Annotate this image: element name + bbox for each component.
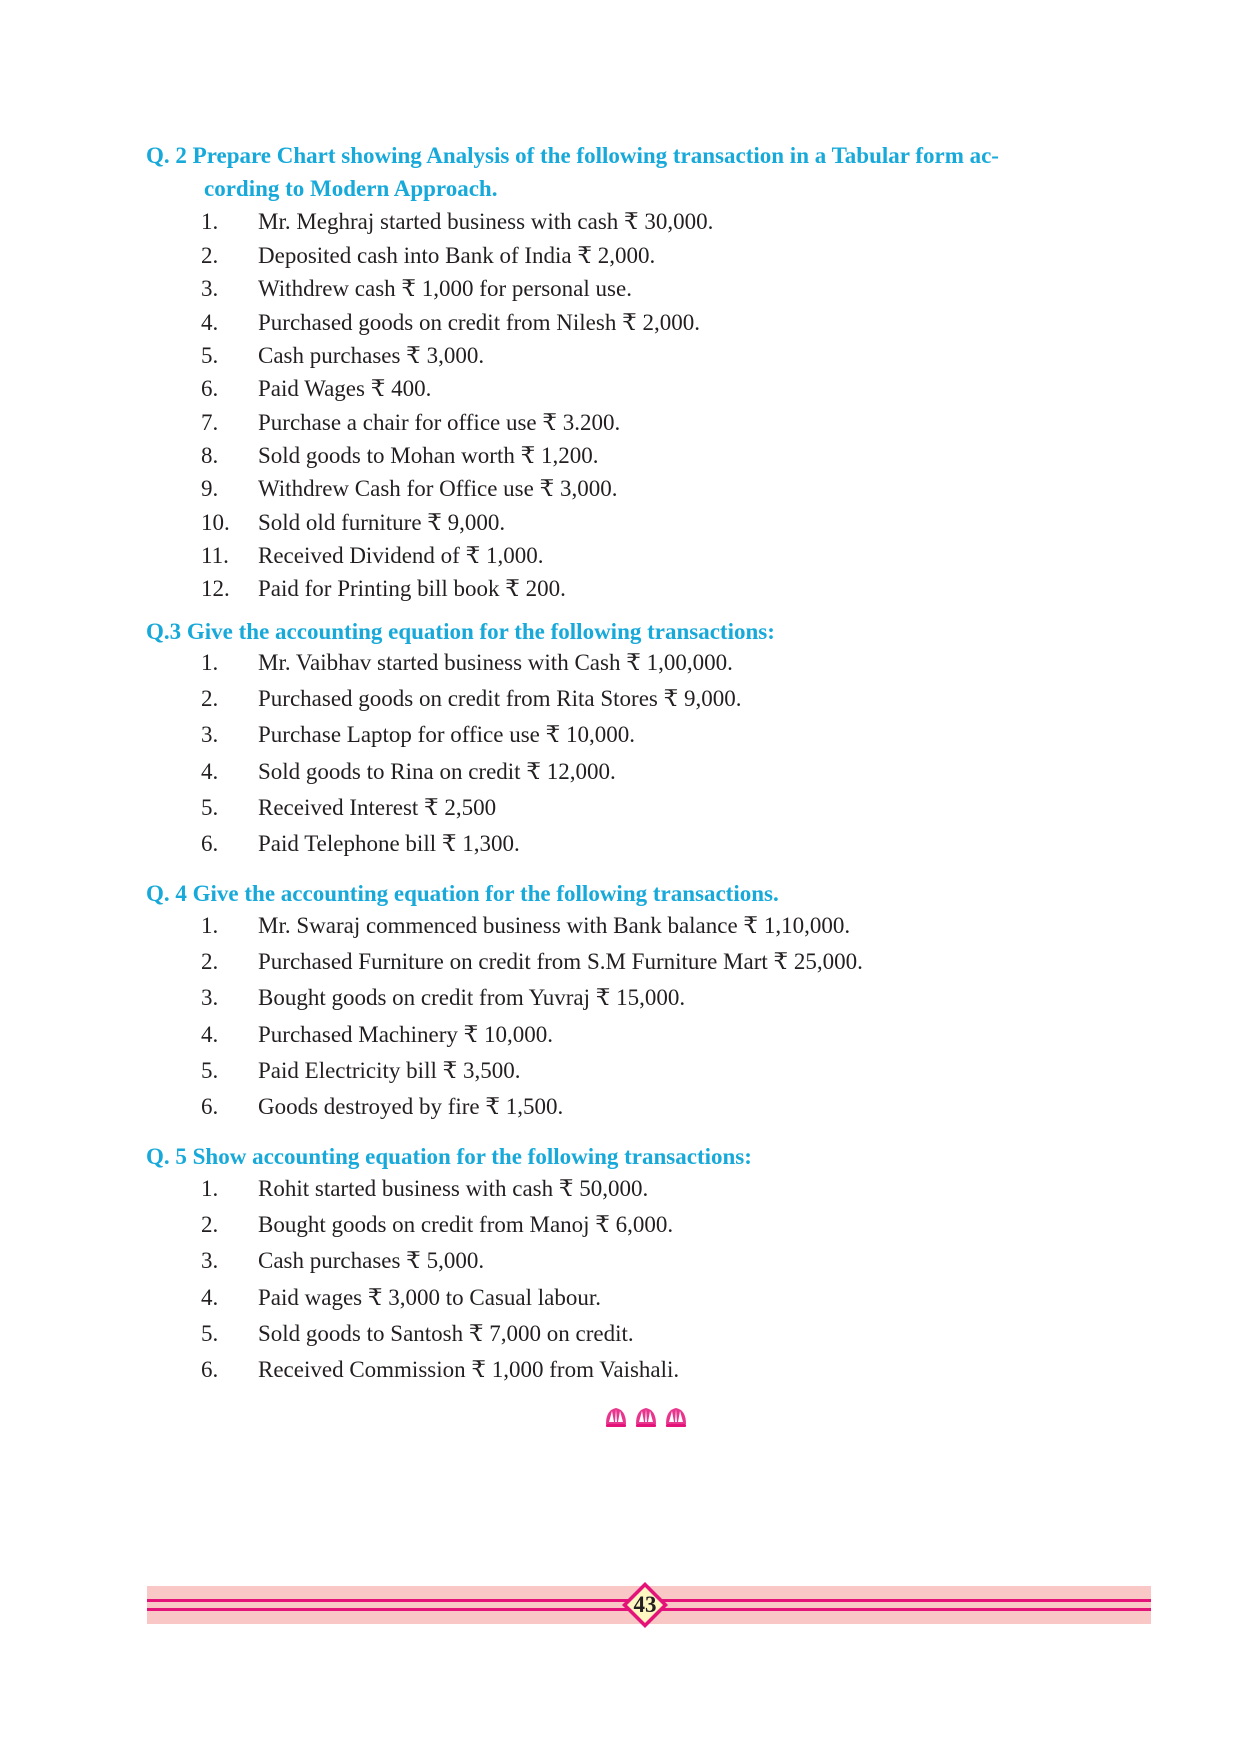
question-2-heading: [146, 139, 1121, 205]
question-5-label: Q. 5: [146, 1144, 187, 1169]
question-4-label: Q. 4: [146, 881, 187, 906]
question-2-text-line2: cording to Modern Approach.: [204, 176, 498, 201]
question-2-text-line1: Prepare Chart showing Analysis of the following transaction in a Tabular form ac-: [192, 143, 999, 168]
page-number: 43: [633, 1592, 657, 1617]
flower-ornament-icon: [601, 1403, 691, 1433]
question-3-text: Give the accounting equation for the following transactions:: [186, 619, 775, 644]
question-4-heading: [146, 877, 1121, 910]
question-2-label: Q. 2: [146, 143, 187, 168]
question-3-heading: [146, 615, 1121, 648]
page-footer: [147, 1586, 1151, 1624]
question-5-text: Show accounting equation for the following transactions:: [192, 1144, 752, 1169]
question-5-heading: [146, 1140, 1121, 1173]
question-4-text: Give the accounting equation for the following transactions.: [192, 881, 779, 906]
question-3-label: Q.3: [146, 619, 182, 644]
